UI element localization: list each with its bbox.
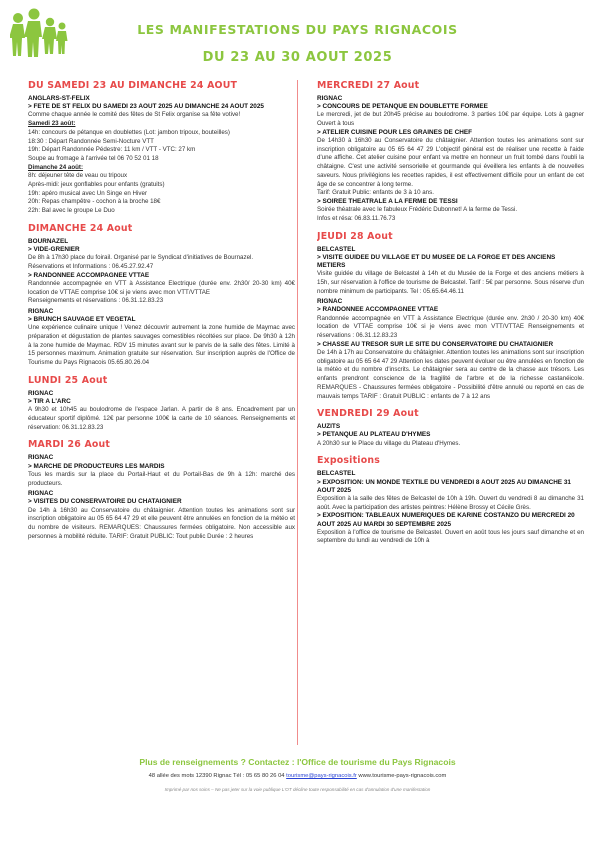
- event-text: Infos et résa: 06.83.11.76.73: [317, 214, 396, 222]
- day-heading: JEUDI 28 Aout: [317, 230, 393, 242]
- event-text: Randonnée accompagnée en VTT à Assistance Electrique (durée env. 2h30 / 20-30 km) 40€ location de VTTAE comprise 10€ si je viens avec mon VTT/VTTAE Renseignements et réservations : 06.31.12.83.23: [317, 314, 584, 340]
- event-title: > VISITES DU CONSERVATOIRE DU CHATAIGNIER: [28, 498, 182, 506]
- event-text: Visite guidée du village de Belcastel à 14h et du Musée de la Forge et des anciens métiers à 15h, sur réservation à l'office de tourisme de Belcastel. Tarif : 5€ par personne. Sous réserve d'un nombre minimum de participants. Tel : 05.65.64.46.11: [317, 270, 584, 295]
- event-text: Comme chaque année le comité des fêtes de St Felix organise sa fête votive!: [28, 111, 241, 119]
- day-heading: Expositions: [317, 455, 380, 467]
- location-label: RIGNAC: [317, 95, 343, 102]
- footer-address: 48 allée des mots 12390 Rignac Tél : 05 65 80 26 04: [148, 773, 287, 779]
- event-title: > BRUNCH SAUVAGE ET VEGETAL: [28, 316, 136, 324]
- footer-disclaimer: Imprimé par nos soins – Ne pas jeter sur la voie publique L'OT décline toute responsabilité en cas d'annulation d'une manifestation: [164, 787, 431, 792]
- event-text: De 14h à 16h30 au Conservatoire du châtaignier. Attention toutes les animations sont sur inscription obligatoire au 05 65 64 47 29 et elle peuvent être annulées en fonction de la météo et du nombre de visiteurs. REMARQUES: Chaussures fermées obligatoire. Non accessible aux personnes à mobilité réduite. TARIF: Gratuit PUBLIC: Tout public Durée : 2 heures: [28, 506, 295, 540]
- event-text: De 8h à 17h30 place du foirail. Organisé par le Syndicat d'initiatives de Bournazel.: [28, 254, 254, 262]
- event-text: A 9h30 et 10h45 au boulodrome de l'espace Jarlan. A partir de 8 ans. Encadrement par un éducateur sportif diplômé. 12€ par personne 100€ la carte de 10 séances. Renseignements et réservation: 06.31.12.83.23: [28, 406, 295, 431]
- event-title: > CONCOURS DE PETANQUE EN DOUBLETTE FORMEE: [317, 103, 488, 111]
- event-text: Tarif: Gratuit Public: enfants de 3 à 10 ans.: [317, 189, 434, 197]
- event-text: Renseignements et réservations : 06.31.12.83.23: [28, 297, 164, 305]
- location-label: RIGNAC: [28, 307, 54, 315]
- location-label: RIGNAC: [317, 298, 343, 306]
- location-label: BELCASTEL: [317, 245, 356, 253]
- event-text: Réservations et Informations : 06.45.27.92.47: [28, 262, 154, 270]
- footer-email-link[interactable]: tourisme@pays-rignacois.fr: [286, 773, 357, 779]
- event-title: > EXPOSITION: UN MONDE TEXTILE DU VENDREDI 8 AOUT 2025 AU DIMANCHE 31 AOUT 2025: [317, 478, 571, 494]
- event-title: > EXPOSITION: TABLEAUX NUMERIQUES DE KARINE COSTANZO DU MERCREDI 20 AOUT 2025 AU MARDI 30 SEPTEMBRE 2025: [317, 512, 575, 528]
- location-label: ANGLARS-ST-FELIX: [28, 95, 90, 102]
- event-text: 20h: Repas champêtre - cochon à la broche 18€: [28, 198, 161, 206]
- event-title: > PETANQUE AU PLATEAU D'HYMES: [317, 431, 431, 439]
- event-text: Soirée théatrale avec le fabuleux Frédéric Dubonnet! A la ferme de Tessi.: [317, 206, 518, 214]
- event-title: > RANDONNEE ACCOMPAGNEE VTTAE: [317, 306, 439, 314]
- event-text: 19h: Départ Randonnée Pédestre: 11 km / VTT - VTC: 27 km: [28, 146, 196, 154]
- subheading: Samedi 23 août:: [28, 120, 76, 128]
- event-title: > MARCHE DE PRODUCTEURS LES MARDIS: [28, 462, 165, 470]
- location-label: RIGNAC: [28, 490, 54, 498]
- event-text: Le mercredi, jet de but 20h45 précise au boulodrome. 3 parties 10€ par équipe. Lots à gagner Ouvert à tous: [317, 111, 584, 128]
- location-label: BELCASTEL: [317, 470, 356, 478]
- event-text: Exposition à l'office de tourisme de Belcastel. Ouvert en août tous les jours sauf dimanche et en septembre du lundi au vendredi de 10h à: [317, 528, 584, 545]
- event-title: > CHASSE AU TRESOR SUR LE SITE DU CONSERVATOIRE DU CHATAIGNIER: [317, 340, 554, 348]
- event-text: 19h: apéro musical avec Un Singe en Hiver: [28, 189, 148, 197]
- right-column: [317, 80, 584, 745]
- event-text: 22h: Bal avec le groupe Le Duo: [28, 207, 115, 215]
- page-title: LES MANIFESTATIONS DU PAYS RIGNACOIS: [137, 22, 458, 37]
- event-text: Exposition à la salle des fêtes de Belcastel de 10h à 19h. Ouvert du vendredi 8 au dimanche 31 août. Avec la participation des artistes peintres: Hélène Brossy et Cécile Grès.: [317, 494, 584, 511]
- event-text: A 20h30 sur le Place du village du Plateau d'Hymes.: [317, 439, 461, 447]
- subheading: Dimanche 24 août:: [28, 163, 84, 171]
- day-heading: VENDREDI 29 Aout: [317, 408, 419, 420]
- footer-contact-heading: Plus de renseignements ? Contactez : l'Office de tourisme du Pays Rignacois: [139, 757, 456, 767]
- day-heading: LUNDI 25 Aout: [28, 374, 108, 386]
- event-text: Randonnée accompagnée en VTT à Assistance Electrique (durée env. 2h30/ 20-30 km) 40€ location de VTTAE comprise 10€ si je viens avec mon VTT/VTTAE: [28, 279, 295, 296]
- event-text: Après-midi: jeux gonflables pour enfants (gratuits): [28, 181, 165, 189]
- event-text: Soupe au fromage à l'arrivée tel 06 70 52 01 18: [28, 154, 159, 162]
- event-title: > TIR A L'ARC: [28, 398, 71, 406]
- event-title: > VISITE GUIDEE DU VILLAGE ET DU MUSEE DE LA FORGE ET DES ANCIENS METIERS: [317, 253, 556, 269]
- footer-website[interactable]: www.tourisme-pays-rignacois.com: [356, 773, 447, 779]
- event-text: De 14h à 17h au Conservatoire du châtaignier. Attention toutes les animations sont sur inscription obligatoire au 05 65 64 47 29 Attention les dates peuvent évoluer ou être annulées en fonction de la météo et du nombre d'inscrits. Le châtaignier sera au centre de la chasse aux trésors. Les enfants prendront conscience de la fragilité de l'arbre et de la richesse castanéicole. REMARQUES - Chaussures fermées obligatoire - Possibilité d'être annulé ou reporté en cas de mauvais temps TARIF : Gratuit PUBLIC : enfants de 7 à 12 ans: [317, 348, 584, 400]
- event-title: > ATELIER CUISINE POUR LES GRAINES DE CHEF: [317, 128, 472, 136]
- location-label: BOURNAZEL: [28, 237, 69, 245]
- location-label: RIGNAC: [28, 454, 54, 462]
- event-title: > SOIREE THEATRALE A LA FERME DE TESSI: [317, 197, 458, 205]
- location-label: AUZITS: [317, 423, 341, 431]
- event-title: > RANDONNEE ACCOMPAGNEE VTTAE: [28, 271, 150, 279]
- page-subtitle-dates: DU 23 AU 30 AOUT 2025: [202, 50, 393, 65]
- day-heading: MARDI 26 Aout: [28, 439, 111, 451]
- day-heading: DU SAMEDI 23 AU DIMANCHE 24 AOUT: [28, 80, 238, 91]
- left-column: [28, 80, 295, 745]
- event-text: 14h: concours de pétanque en doublettes (Lot: jambon tripoux, bouteilles): [28, 128, 230, 136]
- footer-address-line: [0, 773, 595, 779]
- day-heading: DIMANCHE 24 Aout: [28, 222, 133, 234]
- day-heading: MERCREDI 27 Aout: [317, 80, 420, 91]
- event-text: 8h: déjeuner tête de veau ou tripoux: [28, 172, 128, 180]
- event-text: De 14h30 à 16h30 au Conservatoire du châtaignier. Attention toutes les animations sont sur inscription obligatoire au 05 65 64 47 29 L'objectif général est de réaliser une recette à l'aide d'une affiche. Cet atelier cuisine pour enfant va mettre en honneur un fruit tombé dans l'oubli la châtaigne. C'est une activité sensorielle et gourmande qui éveillera les enfants à de nouvelles saveurs. Nous privilégions les recettes rapides, il est effectivement difficile pour un enfant de cet âge de se concentrer à long terme.: [317, 137, 584, 188]
- event-text: 18:30 : Départ Randonnée Semi-Nocture VTT: [28, 137, 154, 145]
- location-label: RIGNAC: [28, 389, 54, 397]
- event-text: Tous les mardis sur la place du Portail-Haut et du Portail-Bas de 9h à 12h: marché des producteurs.: [28, 470, 295, 487]
- event-title: > VIDE-GRENIER: [28, 246, 80, 254]
- event-text: Une expérience culinaire unique ! Venez découvrir autrement la zone humide de Maymac avec préparation et dégustation de plantes sauvages comestibles récoltées sur place. De 9h30 à 12h à la zone humide de Maymac. RDV 15 minutes avant sur le parvis de la salle des fêtes. Limité à 15 personnes maximum. Animation gratuite sur réservation. Sur inscription auprès de l'Office de Tourisme du Pays Rignacois 05.65.80.26.04: [28, 324, 295, 367]
- event-title: > FETE DE ST FELIX DU SAMEDI 23 AOUT 2025 AU DIMANCHE 24 AOUT 2025: [28, 103, 264, 111]
- column-divider: [297, 80, 298, 745]
